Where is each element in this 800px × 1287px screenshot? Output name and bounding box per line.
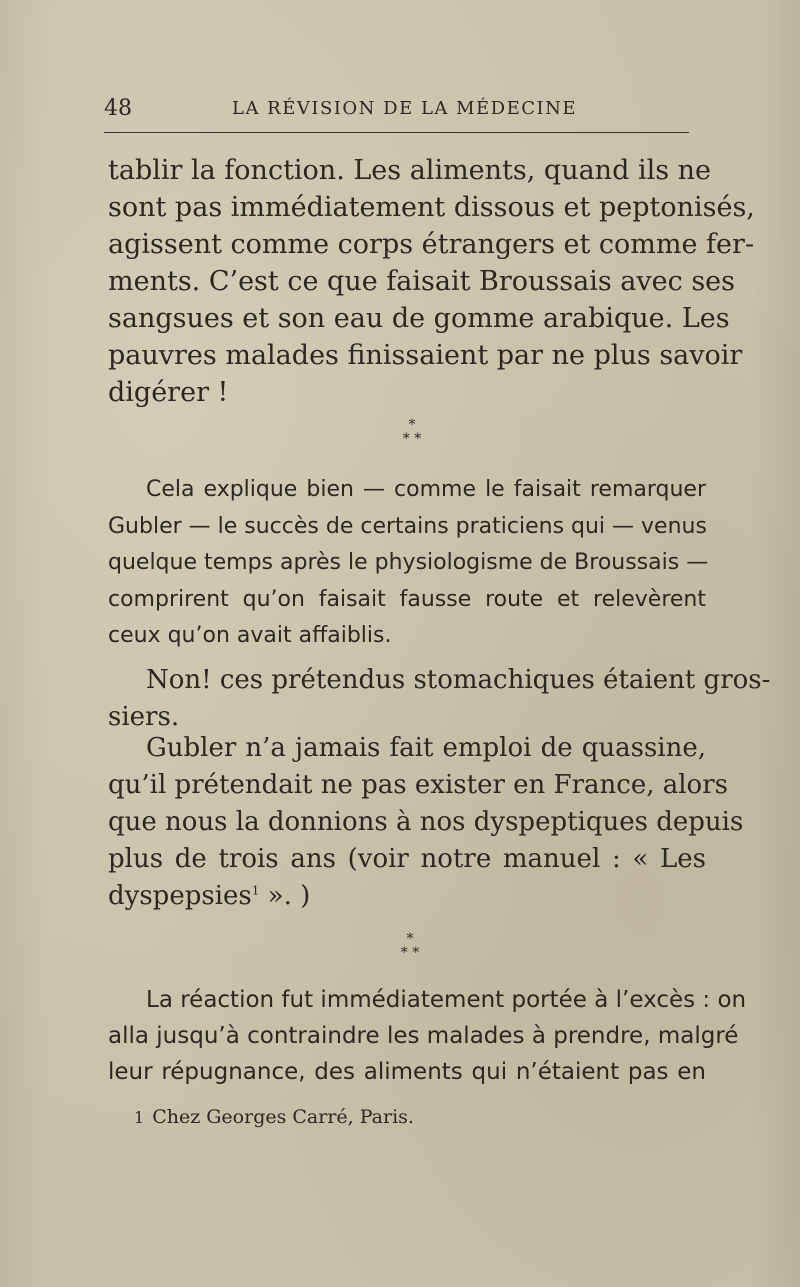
page-number: 48: [104, 96, 132, 121]
text-line: sangsues et son eau de gomme arabique. Les: [108, 303, 730, 334]
text-line: comprirent qu’on faisait fausse route et relevèrent: [108, 586, 706, 612]
text-line: Non! ces prétendus stomachiques étaient gros-: [146, 665, 771, 695]
footnote: [134, 1106, 414, 1128]
text-fragment: dyspepsies: [108, 881, 252, 911]
asterism-bottom: * *: [402, 431, 422, 447]
header-rule: [104, 132, 689, 133]
paragraph-1: [108, 152, 755, 411]
text-line: ments. C’est ce que faisait Broussais avec ses: [108, 266, 736, 297]
text-line: digérer !: [108, 377, 229, 408]
section-separator: [382, 418, 442, 446]
footnote-text: Chez Georges Carré, Paris.: [152, 1106, 414, 1128]
text-line: La réaction fut immédiatement portée à l’excès : on: [146, 987, 747, 1013]
paragraph-5: [108, 982, 747, 1090]
text-line: Cela explique bien — comme le faisait remarquer: [146, 477, 706, 502]
text-line: alla jusqu’à contraindre les malades à prendre, malgré: [108, 1023, 739, 1049]
text-fragment: ». ): [259, 881, 311, 911]
running-title: LA RÉVISION DE LA MÉDECINE: [232, 98, 578, 119]
footnote-reference: 1: [251, 883, 260, 898]
asterism-bottom: * *: [400, 945, 420, 961]
text-line: quelque temps après le physiologisme de Broussais —: [108, 550, 709, 575]
text-line: tablir la fonction. Les aliments, quand ils ne: [108, 155, 712, 186]
asterism-top: *: [406, 931, 414, 947]
text-line: [108, 878, 706, 915]
paragraph-4: [108, 730, 744, 915]
section-separator: [380, 932, 440, 960]
asterism-top: *: [408, 417, 416, 433]
text-line: leur répugnance, des aliments qui n’étaient pas en: [108, 1059, 706, 1085]
page-header: [104, 96, 694, 130]
text-line: qu’il prétendait ne pas exister en France, alors: [108, 770, 728, 800]
text-line: Gubler n’a jamais fait emploi de quassine,: [146, 733, 706, 763]
text-line: pauvres malades finissaient par ne plus savoir: [108, 340, 743, 371]
text-line: ceux qu’on avait affaiblis.: [108, 623, 392, 648]
text-line: agissent comme corps étrangers et comme fer-: [108, 229, 755, 260]
text-line: sont pas immédiatement dissous et peptonisés,: [108, 192, 755, 223]
text-line: siers.: [108, 702, 180, 732]
text-line: que nous la donnions à nos dyspeptiques depuis: [108, 807, 744, 837]
footnote-number: 1: [134, 1108, 145, 1127]
text-line: Gubler — le succès de certains praticiens qui — venus: [108, 513, 707, 539]
text-line: plus de trois ans (voir notre manuel : « Les: [108, 844, 706, 874]
paragraph-3: [108, 662, 771, 736]
paragraph-2: [108, 472, 709, 655]
